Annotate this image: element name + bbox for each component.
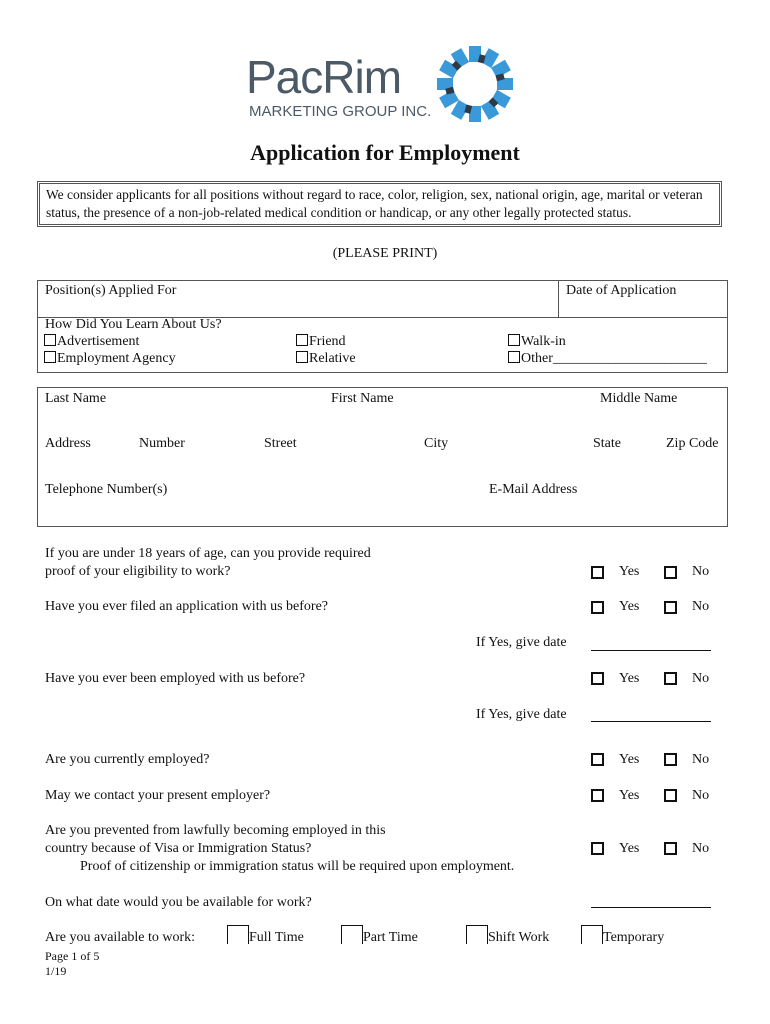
notice-text: We consider applicants for all positions without regard to race, color, religion, sex, national origin, age, marital or veteran status, the presence of a non-job-related medical condition or handicap, or any other legally protected status. xyxy=(46,187,703,220)
checkbox-icon[interactable] xyxy=(508,334,520,346)
number-label: Number xyxy=(139,436,185,451)
learn-about-us-label: How Did You Learn About Us? xyxy=(45,317,222,332)
if-yes-give-date-label: If Yes, give date xyxy=(476,707,567,722)
part-time-label: Part Time xyxy=(363,930,418,945)
yes-checkbox[interactable] xyxy=(591,842,604,855)
logo-subtitle: MARKETING GROUP INC. xyxy=(249,103,432,120)
question-contact-employer: May we contact your present employer? xyxy=(45,788,271,803)
no-checkbox[interactable] xyxy=(664,601,677,614)
question-currently-employed: Are you currently employed? xyxy=(45,752,210,767)
filed-date-field[interactable] xyxy=(591,650,711,651)
question-visa-status-cont: country because of Visa or Immigration Status? xyxy=(45,841,312,856)
yes-label: Yes xyxy=(619,841,640,856)
no-checkbox[interactable] xyxy=(664,753,677,766)
address-label: Address xyxy=(45,436,91,451)
no-label: No xyxy=(692,752,710,767)
no-label: No xyxy=(692,599,710,614)
question-availability: Are you available to work: xyxy=(45,930,196,945)
page-number: Page 1 of 5 xyxy=(45,949,100,963)
yes-label: Yes xyxy=(619,599,640,614)
yes-label: Yes xyxy=(619,671,640,686)
equal-opportunity-notice xyxy=(37,181,722,227)
yes-checkbox[interactable] xyxy=(591,753,604,766)
checkbox-icon[interactable] xyxy=(44,351,56,363)
temporary-checkbox[interactable] xyxy=(581,925,603,944)
no-label: No xyxy=(692,841,710,856)
zip-code-label: Zip Code xyxy=(666,436,719,451)
checkbox-icon[interactable] xyxy=(44,334,56,346)
full-time-checkbox[interactable] xyxy=(227,925,249,944)
no-label: No xyxy=(692,564,710,579)
logo-name: PacRim xyxy=(246,51,402,103)
no-label: No xyxy=(692,788,710,803)
last-name-label: Last Name xyxy=(45,391,107,406)
yes-checkbox[interactable] xyxy=(591,601,604,614)
please-print: (PLEASE PRINT) xyxy=(332,246,438,261)
street-label: Street xyxy=(264,436,297,451)
checkbox-icon[interactable] xyxy=(508,351,520,363)
citizenship-note: Proof of citizenship or immigration status will be required upon employment. xyxy=(80,859,515,874)
question-available-date: On what date would you be available for work? xyxy=(45,895,312,910)
shift-work-checkbox[interactable] xyxy=(466,925,488,944)
question-employed-before: Have you ever been employed with us before? xyxy=(45,671,306,686)
option-advertisement[interactable]: Advertisement xyxy=(44,334,139,350)
option-walk-in[interactable]: Walk-in xyxy=(508,334,566,350)
yes-checkbox[interactable] xyxy=(591,789,604,802)
part-time-checkbox[interactable] xyxy=(341,925,363,944)
date-of-application-label: Date of Application xyxy=(566,283,677,298)
company-logo xyxy=(246,51,526,138)
first-name-label: First Name xyxy=(331,391,394,406)
personal-info-section xyxy=(37,387,728,527)
no-checkbox[interactable] xyxy=(664,672,677,685)
positions-applied-label: Position(s) Applied For xyxy=(45,283,177,298)
logo-emblem-icon xyxy=(436,44,514,124)
checkbox-icon[interactable] xyxy=(296,334,308,346)
if-yes-give-date-label: If Yes, give date xyxy=(476,635,567,650)
page-title: Application for Employment xyxy=(250,140,520,165)
yes-checkbox[interactable] xyxy=(591,672,604,685)
question-visa-status: Are you prevented from lawfully becoming employed in this xyxy=(45,823,386,838)
temporary-label: Temporary xyxy=(603,930,665,945)
no-label: No xyxy=(692,671,710,686)
question-filed-before: Have you ever filed an application with us before? xyxy=(45,599,329,614)
email-label: E-Mail Address xyxy=(489,482,578,497)
yes-checkbox[interactable] xyxy=(591,566,604,579)
telephone-label: Telephone Number(s) xyxy=(45,482,168,497)
question-under-18-cont: proof of your eligibility to work? xyxy=(45,564,231,579)
checkbox-icon[interactable] xyxy=(296,351,308,363)
city-label: City xyxy=(424,436,449,451)
available-date-field[interactable] xyxy=(591,907,711,908)
question-under-18: If you are under 18 years of age, can you provide required xyxy=(45,546,371,561)
option-employment-agency[interactable]: Employment Agency xyxy=(44,351,176,367)
employed-date-field[interactable] xyxy=(591,721,711,722)
option-friend[interactable]: Friend xyxy=(296,334,346,350)
yes-label: Yes xyxy=(619,752,640,767)
state-label: State xyxy=(593,436,621,451)
no-checkbox[interactable] xyxy=(664,842,677,855)
yes-label: Yes xyxy=(619,788,640,803)
shift-work-label: Shift Work xyxy=(488,930,550,945)
no-checkbox[interactable] xyxy=(664,789,677,802)
yes-label: Yes xyxy=(619,564,640,579)
full-time-label: Full Time xyxy=(249,930,304,945)
revision-date: 1/19 xyxy=(45,964,67,978)
option-relative[interactable]: Relative xyxy=(296,351,356,367)
no-checkbox[interactable] xyxy=(664,566,677,579)
middle-name-label: Middle Name xyxy=(600,391,678,406)
option-other[interactable]: Other______________________ xyxy=(508,351,707,367)
